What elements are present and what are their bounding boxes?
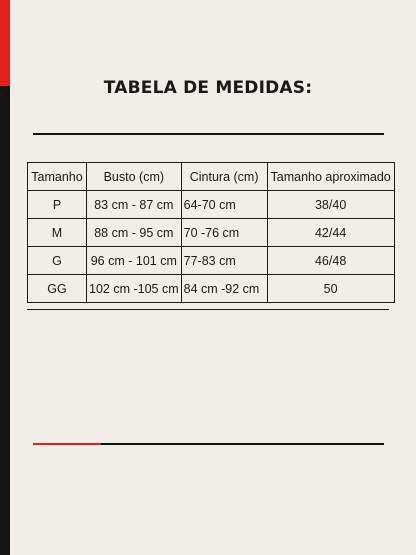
size-table <box>27 162 395 303</box>
left-edge-accent <box>0 0 10 86</box>
table-row <box>28 219 395 247</box>
cell-size: M <box>28 219 87 247</box>
cell-cintura: 64-70 cm <box>181 191 267 219</box>
table-row <box>28 247 395 275</box>
cell-approx: 50 <box>267 275 394 303</box>
header-busto: Busto (cm) <box>87 163 182 191</box>
table-row <box>28 191 395 219</box>
bottom-divider-accent <box>33 443 101 445</box>
table-underline <box>27 309 389 310</box>
header-tamanho-aproximado: Tamanho aproximado <box>267 163 394 191</box>
cell-size: G <box>28 247 87 275</box>
header-tamanho: Tamanho <box>28 163 87 191</box>
header-cintura: Cintura (cm) <box>181 163 267 191</box>
cell-busto: 88 cm - 95 cm <box>87 219 182 247</box>
table-row <box>28 275 395 303</box>
top-divider <box>33 133 384 135</box>
cell-busto: 102 cm -105 cm <box>87 275 182 303</box>
table-header-row <box>28 163 395 191</box>
cell-size: GG <box>28 275 87 303</box>
cell-cintura: 77-83 cm <box>181 247 267 275</box>
cell-size: P <box>28 191 87 219</box>
cell-busto: 83 cm - 87 cm <box>87 191 182 219</box>
cell-approx: 42/44 <box>267 219 394 247</box>
cell-busto: 96 cm - 101 cm <box>87 247 182 275</box>
cell-approx: 46/48 <box>267 247 394 275</box>
cell-cintura: 84 cm -92 cm <box>181 275 267 303</box>
page-title: TABELA DE MEDIDAS: <box>103 78 313 98</box>
cell-cintura: 70 -76 cm <box>181 219 267 247</box>
cell-approx: 38/40 <box>267 191 394 219</box>
